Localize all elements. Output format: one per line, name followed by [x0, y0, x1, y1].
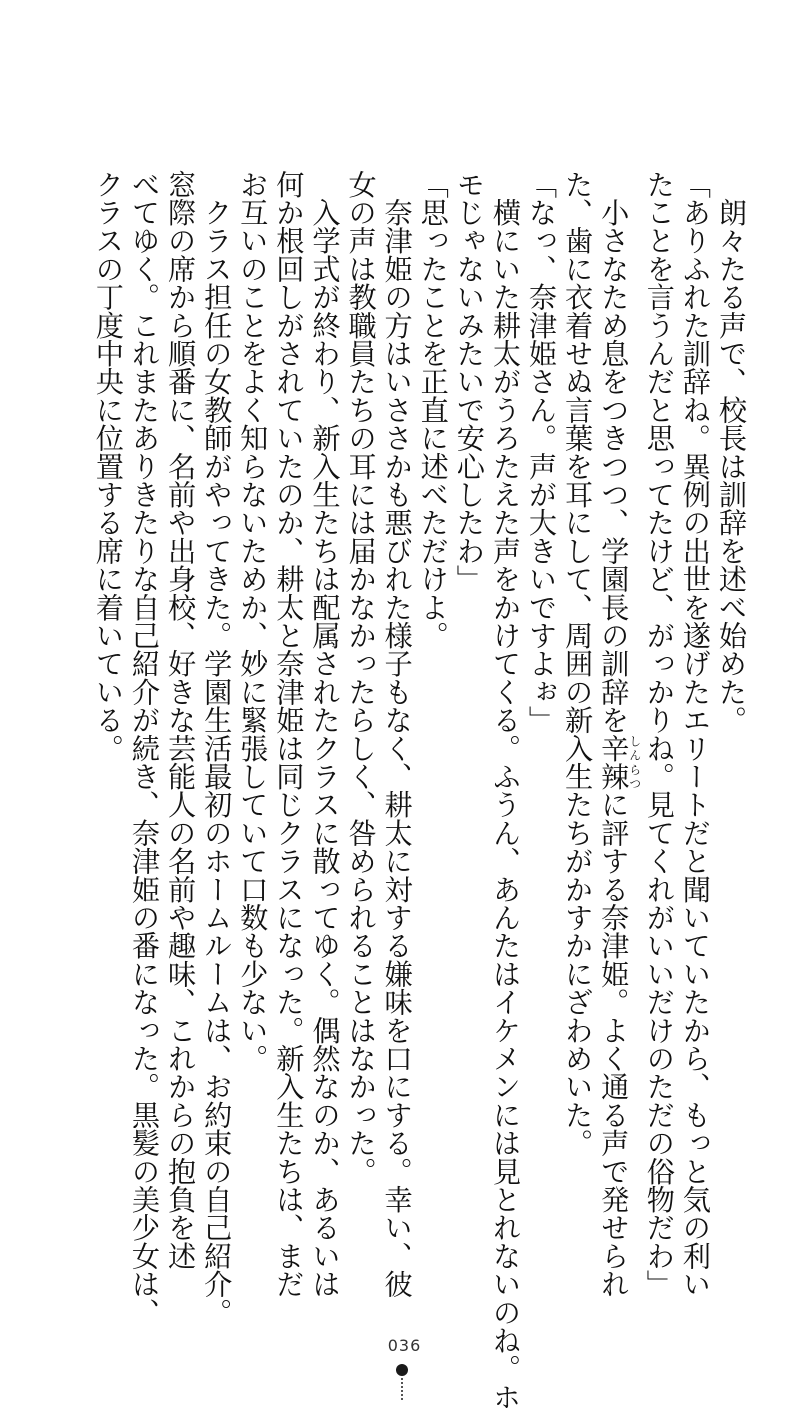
paragraph-line-16: 窓際の席から順番に、名前や出身校、好きな芸能人の名前や趣味、これからの抱負を述 [164, 170, 198, 1270]
page-number: 036 [387, 1336, 422, 1355]
ruby-annotation [597, 734, 642, 791]
paragraph-line-15: クラス担任の女教師がやってきた。学園生活最初のホームルームは、お約束の自己紹介。 [200, 170, 234, 1327]
paragraph-line-10: 奈津姫の方はいささかも悪びれた様子もなく、耕太に対する嫌味を口にする。幸い、彼 [380, 170, 414, 1298]
paragraph-line-6: 「なっ、奈津姫さん。声が大きいですよぉ」 [525, 170, 559, 734]
paragraph-line-14: お互いのことをよく知らないためか、妙に緊張していて口数も少ない。 [236, 170, 270, 1073]
paragraph-line-12: 入学式が終わり、新入生たちは配属されたクラスに散ってゆく。偶然なのか、あるいは [308, 170, 342, 1298]
page-marker-dot [396, 1364, 408, 1376]
paragraph-line-5: た、歯に衣着せぬ言葉を耳にして、周囲の新入生たちがかすかにざわめいた。 [561, 170, 595, 1157]
page-marker-line [401, 1378, 403, 1400]
paragraph-line-18: クラスの丁度中央に位置する席に着いている。 [91, 170, 125, 763]
paragraph-line-2: 「ありふれた訓辞ね。異例の出世を遂げたエリートだと聞いていたから、もっと気の利い [678, 170, 712, 1298]
paragraph-line-17: べてゆく。これまたありきたりな自己紹介が続き、奈津姫の番になった。黒髪の美少女は、 [128, 170, 161, 1327]
paragraph-line-9: 「思ったことを正直に述べただけよ。 [416, 170, 450, 650]
paragraph-line-13: 何か根回しがされていたのか、耕太と奈津姫は同じクラスになった。新入生たちは、まだ [272, 170, 306, 1298]
paragraph-line-8: モじゃないみたいで安心したわ」 [452, 170, 486, 593]
ruby-reading: しんらつ [627, 734, 642, 791]
line-4-before: 小さなため息をつきつつ、学園長の訓辞を [597, 170, 631, 734]
paragraph-line-4 [595, 170, 642, 1299]
line-4-after: に評する奈津姫。よく通る声で発せられ [597, 790, 631, 1299]
paragraph-line-7: 横にいた耕太がうろたえた声をかけてくる。ふうん、あんたはイケメンには見とれないのね。ホ [488, 170, 522, 1411]
paragraph-line-11: 女の声は教職員たちの耳には届かなかったらしく、咎められることはなかった。 [344, 170, 378, 1186]
paragraph-line-1: 朗々たる声で、校長は訓辞を述べ始めた。 [715, 170, 748, 734]
paragraph-line-3: たことを言うんだと思ってたけど、がっかりね。見てくれがいいだけのただの俗物だわ」 [642, 170, 676, 1298]
ruby-base: 辛辣 [597, 734, 631, 791]
